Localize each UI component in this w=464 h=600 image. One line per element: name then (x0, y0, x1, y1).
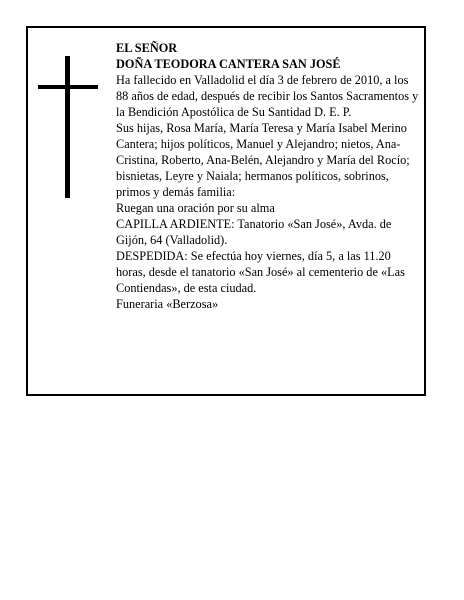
cross-icon (38, 56, 98, 198)
deceased-name: DOÑA TEODORA CANTERA SAN JOSÉ (116, 57, 341, 71)
obituary-notice (26, 26, 426, 396)
chapel-info: CAPILLA ARDIENTE: Tanatorio «San José», Avda. de Gijón, 64 (Valladolid). (116, 217, 392, 247)
farewell-info: DESPEDIDA: Se efectúa hoy viernes, día 5, a las 11.20 horas, desde el tanatorio «San José» al cementerio de «Las Contiendas», de esta ciudad. (116, 249, 405, 295)
death-announcement: Ha fallecido en Valladolid el día 3 de febrero de 2010, a los 88 años de edad, después de recibir los Santos Sacramentos y la Bendición Apostólica de Su Santidad D. E. P. (116, 73, 419, 119)
cross-vertical-bar (65, 56, 70, 198)
family-list: Sus hijas, Rosa María, María Teresa y María Isabel Merino Cantera; hijos políticos, Manuel y Alejandro; nietos, Ana-Cristina, Roberto, Ana-Belén, Alejandro y María del Rocío; bisnietas, Leyre y Naiala; hermanos políticos, sobrinos, primos y demás familia: (116, 121, 410, 199)
cross-horizontal-bar (38, 85, 98, 89)
notice-text (116, 40, 422, 312)
notice-heading-title: EL SEÑOR (116, 41, 178, 55)
prayer-request: Ruegan una oración por su alma (116, 201, 275, 215)
funeral-home: Funeraria «Berzosa» (116, 297, 219, 311)
